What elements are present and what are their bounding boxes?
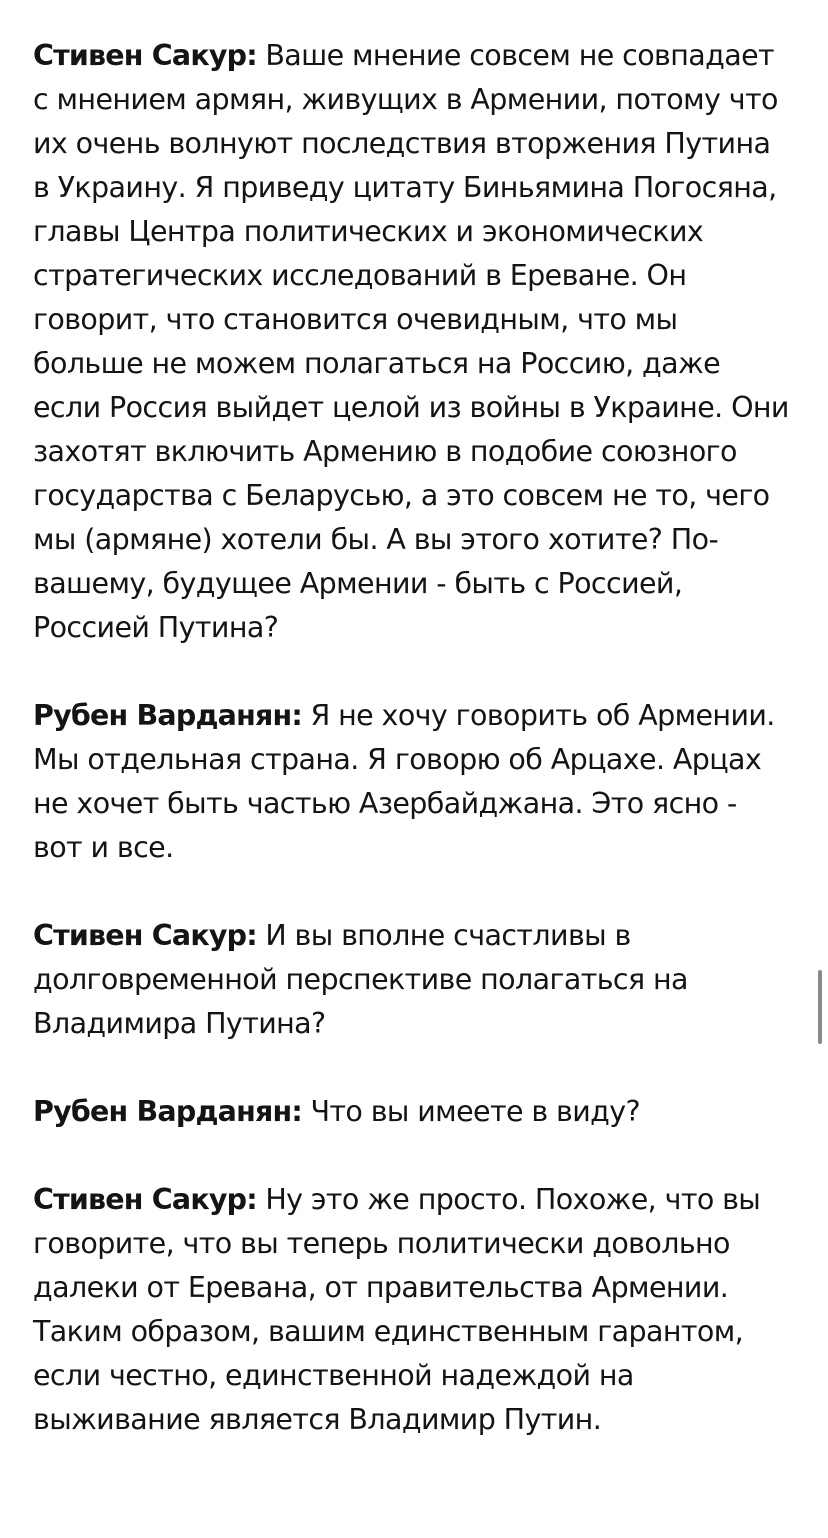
speech-text: Ну это же просто. Похоже, что вы говорите, что вы теперь политически довольно далеки от Еревана, от правительства Армении. Таким образом, вашим единственным гарантом, если честно, единственной надеждой на выживание является Владимир Путин. (33, 1183, 761, 1436)
speech-text: Я не хочу говорить об Армении. Мы отдельная страна. Я говорю об Арцахе. Арцах не хочет быть частью Азербайджана. Это ясно - вот и все. (33, 699, 775, 864)
dialogue-paragraph (33, 1090, 793, 1134)
speech-text: Что вы имеете в виду? (310, 1095, 641, 1128)
dialogue-paragraph (33, 34, 793, 650)
dialogue-paragraph (33, 1178, 793, 1442)
speaker-name: Стивен Сакур: (33, 1183, 257, 1216)
speaker-name: Рубен Варданян: (33, 699, 302, 732)
vertical-scrollbar[interactable] (818, 970, 822, 1044)
speech-text: И вы вполне счастливы в долговременной перспективе полагаться на Владимира Путина? (33, 919, 688, 1040)
speech-text: Ваше мнение совсем не совпадает с мнением армян, живущих в Армении, потому что их очень волнуют последствия вторжения Путина в Украину. Я приведу цитату Биньямина Погосяна, главы Центра политических и экономических стратегических исследований в Ереване. Он говорит, что становится очевидным, что мы больше не можем полагаться на Россию, даже если Россия выйдет целой из войны в Украине. Они захотят включить Армению в подобие союзного государства с Беларусью, а это совсем не то, чего мы (армяне) хотели бы. А вы этого хотите? По-вашему, будущее Армении - быть с Россией, Россией Путина? (33, 39, 789, 644)
speaker-name: Стивен Сакур: (33, 39, 257, 72)
dialogue-paragraph (33, 914, 793, 1046)
dialogue-paragraph (33, 694, 793, 870)
speaker-name: Рубен Варданян: (33, 1095, 302, 1128)
speaker-name: Стивен Сакур: (33, 919, 257, 952)
article-body (33, 34, 793, 1442)
